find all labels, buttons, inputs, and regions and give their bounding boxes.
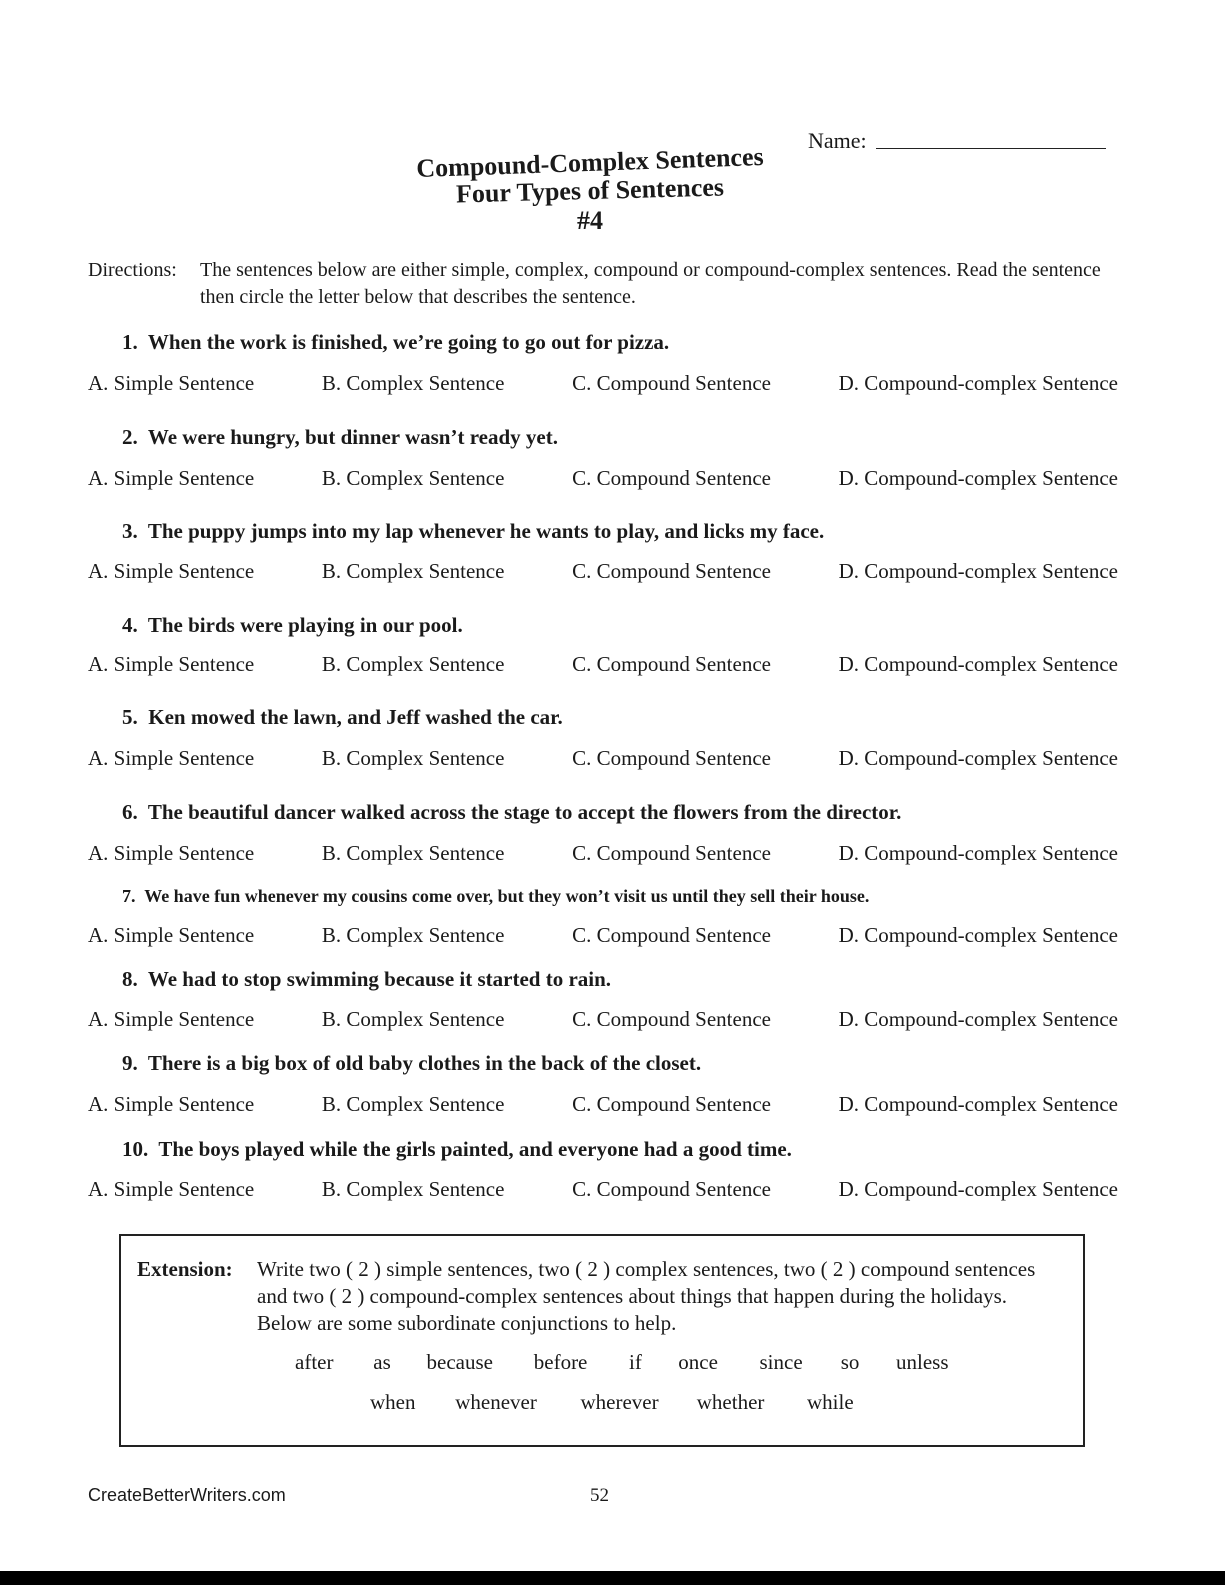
choice-c[interactable]: C. Compound Sentence (572, 1092, 771, 1116)
choices-2 (88, 466, 1118, 491)
conjunctions-row-2 (370, 1390, 854, 1415)
choice-a[interactable]: A. Simple Sentence (88, 1092, 255, 1116)
extension-box (119, 1234, 1085, 1447)
question-text: The puppy jumps into my lap whenever he wants to play, and licks my face. (147, 519, 825, 543)
conjunction: as (373, 1350, 391, 1374)
choice-d[interactable]: D. Compound-complex Sentence (838, 466, 1118, 490)
choice-c[interactable]: C. Compound Sentence (572, 559, 771, 583)
choice-b[interactable]: B. Complex Sentence (321, 652, 505, 676)
question-1 (122, 330, 669, 355)
choice-b[interactable]: B. Complex Sentence (321, 923, 505, 947)
choices-6 (88, 841, 1118, 866)
choice-c[interactable]: C. Compound Sentence (572, 923, 771, 947)
choice-a[interactable]: A. Simple Sentence (88, 746, 255, 770)
choice-c[interactable]: C. Compound Sentence (572, 746, 771, 770)
conjunctions-row-1 (295, 1350, 949, 1375)
conjunction: since (759, 1350, 803, 1374)
choice-d[interactable]: D. Compound-complex Sentence (838, 1007, 1118, 1031)
question-number: 9. (122, 1051, 138, 1075)
conjunction: whether (696, 1390, 765, 1414)
choice-a[interactable]: A. Simple Sentence (88, 1007, 255, 1031)
question-text: We had to stop swimming because it started to rain. (147, 967, 612, 991)
question-text: The birds were playing in our pool. (147, 613, 463, 637)
conjunction: before (533, 1350, 588, 1374)
conjunction: after (295, 1350, 334, 1374)
choices-9 (88, 1092, 1118, 1117)
name-blank-line (876, 148, 1106, 149)
question-10 (122, 1137, 792, 1162)
directions-label: Directions: (88, 259, 177, 281)
choice-a[interactable]: A. Simple Sentence (88, 466, 255, 490)
choice-b[interactable]: B. Complex Sentence (321, 841, 505, 865)
question-3 (122, 519, 824, 544)
choices-3 (88, 559, 1118, 584)
choice-a[interactable]: A. Simple Sentence (88, 371, 255, 395)
choices-7 (88, 923, 1118, 948)
extension-label: Extension: (137, 1257, 233, 1281)
question-text: Ken mowed the lawn, and Jeff washed the car. (148, 705, 563, 729)
question-text: We were hungry, but dinner wasn’t ready yet. (147, 425, 558, 449)
question-2 (122, 425, 558, 450)
choices-10 (88, 1177, 1118, 1202)
choice-b[interactable]: B. Complex Sentence (321, 371, 505, 395)
directions-text: The sentences below are either simple, complex, compound or compound-complex sentences. Read the sentence then circle the letter below that describes the sentence. (200, 259, 1101, 308)
conjunction: while (807, 1390, 854, 1414)
conjunction: unless (896, 1350, 949, 1374)
question-number: 3. (122, 519, 138, 543)
choice-d[interactable]: D. Compound-complex Sentence (838, 559, 1118, 583)
question-8 (122, 967, 611, 992)
choice-c[interactable]: C. Compound Sentence (572, 371, 771, 395)
question-number: 4. (122, 613, 138, 637)
scan-edge-band (0, 1571, 1225, 1585)
page-number: 52 (590, 1485, 609, 1506)
choice-c[interactable]: C. Compound Sentence (572, 652, 771, 676)
conjunction: so (840, 1350, 860, 1374)
directions (88, 257, 1138, 311)
conjunction: once (678, 1350, 718, 1374)
choices-4 (88, 652, 1118, 677)
choices-5 (88, 746, 1118, 771)
question-number: 5. (122, 705, 138, 729)
choice-a[interactable]: A. Simple Sentence (88, 652, 255, 676)
choice-d[interactable]: D. Compound-complex Sentence (838, 746, 1118, 770)
extension-instructions: Write two ( 2 ) simple sentences, two ( 2 ) complex sentences, two ( 2 ) compound sentences and two ( 2 ) compound-complex sentences about things that happen during the holidays. Below are some subordinate conjunctions to help. (257, 1257, 1036, 1335)
choice-c[interactable]: C. Compound Sentence (572, 841, 771, 865)
choice-d[interactable]: D. Compound-complex Sentence (838, 841, 1118, 865)
conjunction: when (370, 1390, 416, 1414)
question-6 (122, 800, 901, 825)
conjunction: whenever (455, 1390, 537, 1414)
choice-a[interactable]: A. Simple Sentence (88, 1177, 255, 1201)
question-4 (122, 613, 463, 638)
title-line-3: #4 (577, 206, 603, 235)
question-9 (122, 1051, 701, 1076)
question-text: The beautiful dancer walked across the stage to accept the flowers from the director. (147, 800, 902, 824)
choices-8 (88, 1007, 1118, 1032)
choice-a[interactable]: A. Simple Sentence (88, 923, 255, 947)
page-title (380, 141, 800, 236)
choice-b[interactable]: B. Complex Sentence (321, 466, 505, 490)
choice-d[interactable]: D. Compound-complex Sentence (838, 923, 1118, 947)
footer-site: CreateBetterWriters.com (88, 1485, 286, 1505)
choice-d[interactable]: D. Compound-complex Sentence (838, 652, 1118, 676)
question-text: The boys played while the girls painted, and everyone had a good time. (158, 1137, 792, 1161)
choice-b[interactable]: B. Complex Sentence (321, 1007, 505, 1031)
title-line-1: Compound-Complex Sentences (415, 141, 765, 184)
name-label: Name: (808, 128, 867, 153)
choice-b[interactable]: B. Complex Sentence (321, 559, 505, 583)
question-text: There is a big box of old baby clothes in the back of the closet. (147, 1051, 702, 1075)
choices-1 (88, 371, 1118, 396)
question-5 (122, 705, 563, 730)
question-number: 10. (122, 1137, 149, 1161)
choice-c[interactable]: C. Compound Sentence (572, 1177, 771, 1201)
question-number: 6. (122, 800, 138, 824)
extension-text-block (137, 1256, 1057, 1337)
choice-b[interactable]: B. Complex Sentence (321, 746, 505, 770)
question-7 (122, 886, 869, 907)
conjunction: if (629, 1350, 642, 1374)
choice-c[interactable]: C. Compound Sentence (572, 1007, 771, 1031)
conjunction: wherever (580, 1390, 659, 1414)
question-text: When the work is finished, we’re going to go out for pizza. (147, 330, 670, 354)
conjunction: because (426, 1350, 493, 1374)
choice-d[interactable]: D. Compound-complex Sentence (838, 1177, 1118, 1201)
question-number: 8. (122, 967, 138, 991)
choice-c[interactable]: C. Compound Sentence (572, 466, 771, 490)
question-number: 7. (122, 886, 136, 906)
choice-d[interactable]: D. Compound-complex Sentence (838, 371, 1118, 395)
choice-a[interactable]: A. Simple Sentence (88, 841, 255, 865)
choice-d[interactable]: D. Compound-complex Sentence (838, 1092, 1118, 1116)
choice-a[interactable]: A. Simple Sentence (88, 559, 255, 583)
question-text: We have fun whenever my cousins come over, but they won’t visit us until they sell their house. (144, 886, 870, 906)
question-number: 1. (122, 330, 138, 354)
title-line-2: Four Types of Sentences (455, 172, 725, 209)
choice-b[interactable]: B. Complex Sentence (321, 1092, 505, 1116)
choice-b[interactable]: B. Complex Sentence (321, 1177, 505, 1201)
question-number: 2. (122, 425, 138, 449)
